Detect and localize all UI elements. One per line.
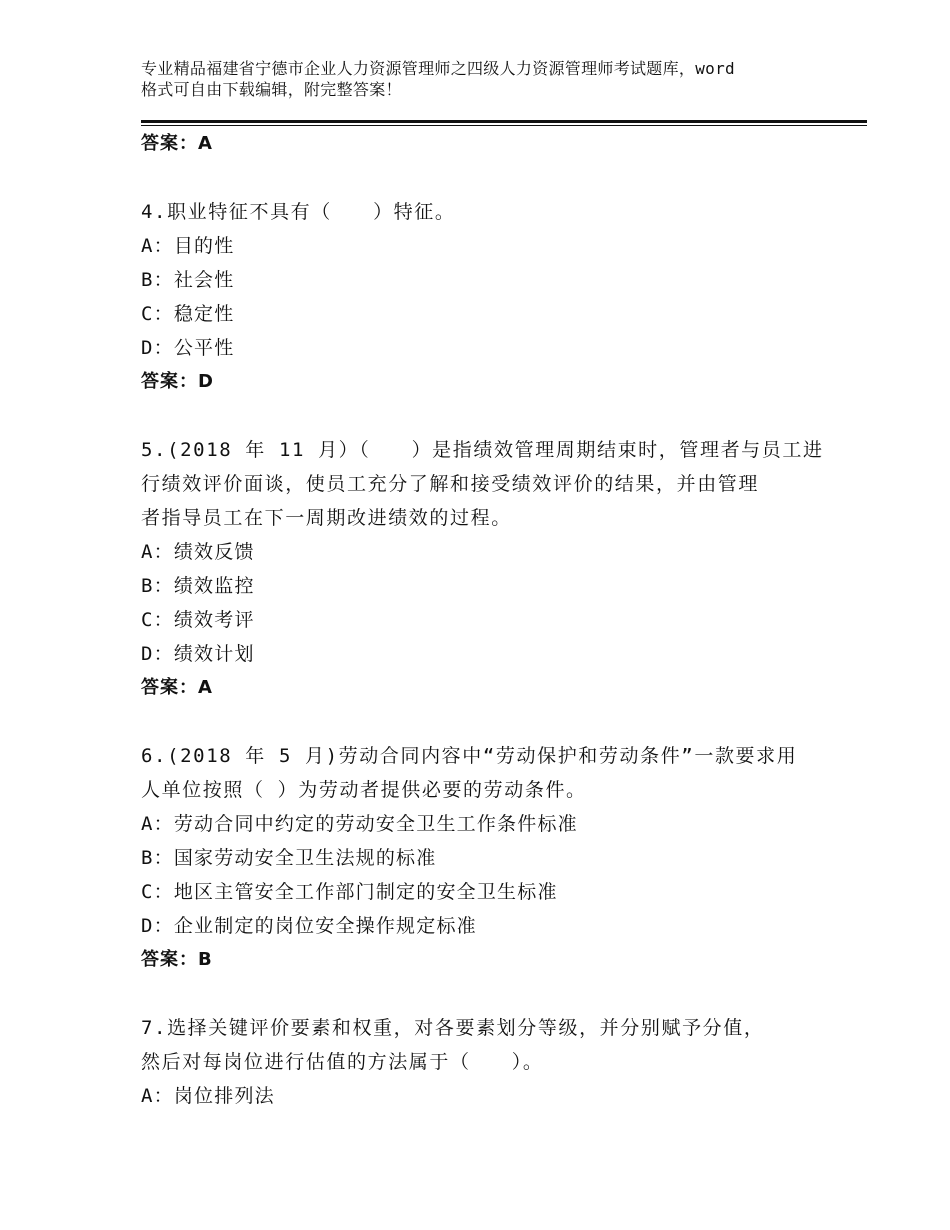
question-text: 6.(2018 年 5 月)劳动合同内容中“劳动保护和劳动条件”一款要求用 [141,745,798,767]
option-b: B：绩效监控 [141,575,255,597]
option-a: A：劳动合同中约定的劳动安全卫生工作条件标准 [141,813,578,835]
option-c: C：绩效考评 [141,609,255,631]
question-text: 然后对每岗位进行估值的方法属于（ ）。 [141,1051,544,1073]
question-text: 者指导员工在下一周期改进绩效的过程。 [141,507,512,529]
question-7 [141,1011,841,1113]
question-text: 行绩效评价面谈，使员工充分了解和接受绩效评价的结果，并由管理 [141,473,760,495]
header-line-2: 格式可自由下载编辑，附完整答案！ [141,80,402,99]
option-a: A：绩效反馈 [141,541,255,563]
header-line-1: 专业精品福建省宁德市企业人力资源管理师之四级人力资源管理师考试题库，word [141,59,735,78]
document-header [141,58,831,100]
question-text: 4.职业特征不具有（ ）特征。 [141,201,456,223]
question-5 [141,433,841,705]
question-text: 5.(2018 年 11 月）（ ）是指绩效管理周期结束时，管理者与员工进 [141,439,824,461]
question-text: 人单位按照（ ）为劳动者提供必要的劳动条件。 [141,779,587,801]
question-list [141,127,841,1113]
option-d: D：企业制定的岗位安全操作规定标准 [141,915,477,937]
option-b: B：国家劳动安全卫生法规的标准 [141,847,437,869]
question-text: 7.选择关键评价要素和权重，对各要素划分等级，并分别赋予分值， [141,1017,765,1039]
option-d: D：公平性 [141,337,235,359]
option-a: A：岗位排列法 [141,1085,275,1107]
option-c: C：稳定性 [141,303,235,325]
option-d: D：绩效计划 [141,643,255,665]
answer: 答案：A [141,677,213,698]
header-divider [141,120,867,126]
question-4 [141,195,841,399]
answer: 答案：D [141,371,214,392]
option-a: A：目的性 [141,235,235,257]
option-b: B：社会性 [141,269,235,291]
previous-answer: 答案：A [141,133,213,154]
answer: 答案：B [141,949,213,970]
question-6 [141,739,841,977]
option-c: C：地区主管安全工作部门制定的安全卫生标准 [141,881,558,903]
